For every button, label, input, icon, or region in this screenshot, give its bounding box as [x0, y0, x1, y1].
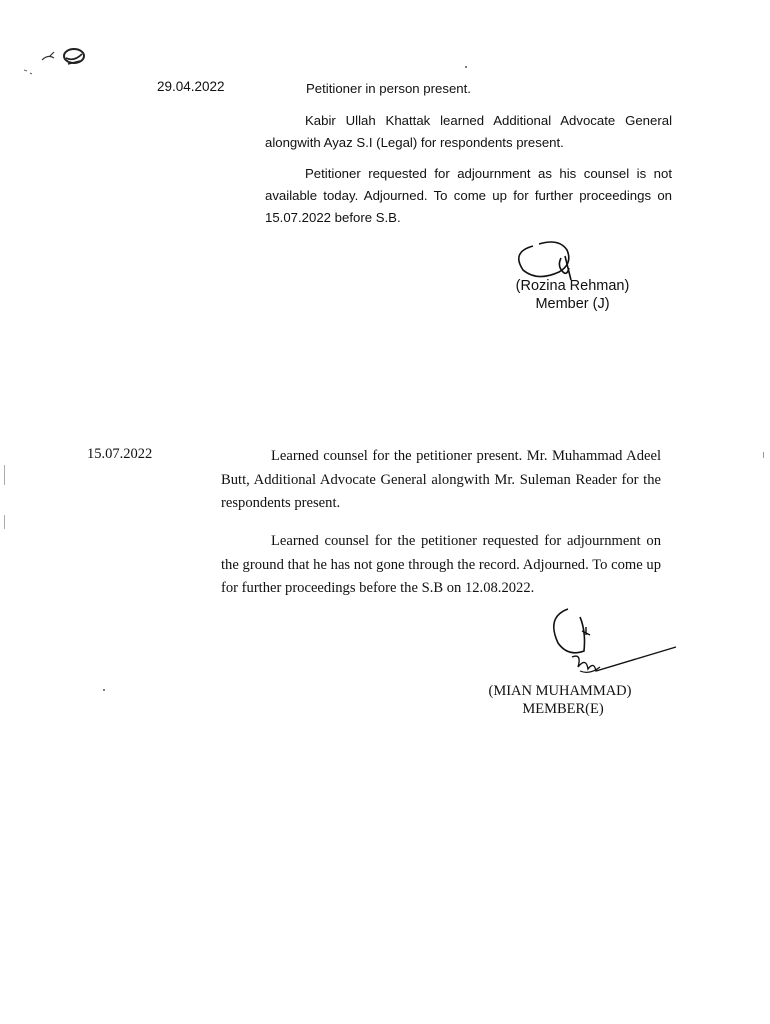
entry-paragraph: Learned counsel for the petitioner present. Mr. Muhammad Adeel Butt, Additional Advocate General alongwith Mr. Suleman Reader for the respondents present.: [221, 448, 661, 511]
scan-speck: [465, 66, 467, 68]
stamp-mark-icon: [20, 42, 90, 82]
scan-speck: [763, 452, 764, 458]
handwritten-signature: [528, 605, 678, 685]
entry-paragraph: Petitioner in person present.: [306, 81, 471, 96]
entry-paragraph: Learned counsel for the petitioner requested for adjournment on the ground that he has not gone through the record. Adjourned. To come up for further proceedings before the S.B on 12.08.2022.: [221, 533, 661, 596]
signatory-name: (Rozina Rehman): [515, 278, 630, 294]
signatory-block: [500, 277, 645, 313]
scan-speck: [4, 465, 5, 485]
scan-speck: [103, 689, 105, 691]
entry-date: 29.04.2022: [157, 79, 225, 94]
entry-date: 15.07.2022: [87, 446, 153, 462]
entry-paragraph: Petitioner requested for adjournment as his counsel is not available today. Adjourned. To come up for further proceedings on 15.07.2022 before S.B.: [265, 166, 672, 225]
signatory-title: Member (J): [535, 296, 610, 312]
scan-speck: [4, 515, 5, 529]
signatory-name: (MIAN MUHAMMAD): [488, 683, 632, 699]
signatory-title: MEMBER(E): [522, 701, 604, 717]
signatory-block: [470, 682, 650, 718]
entry-paragraph: Kabir Ullah Khattak learned Additional Advocate General alongwith Ayaz S.I (Legal) for respondents present.: [265, 113, 672, 150]
